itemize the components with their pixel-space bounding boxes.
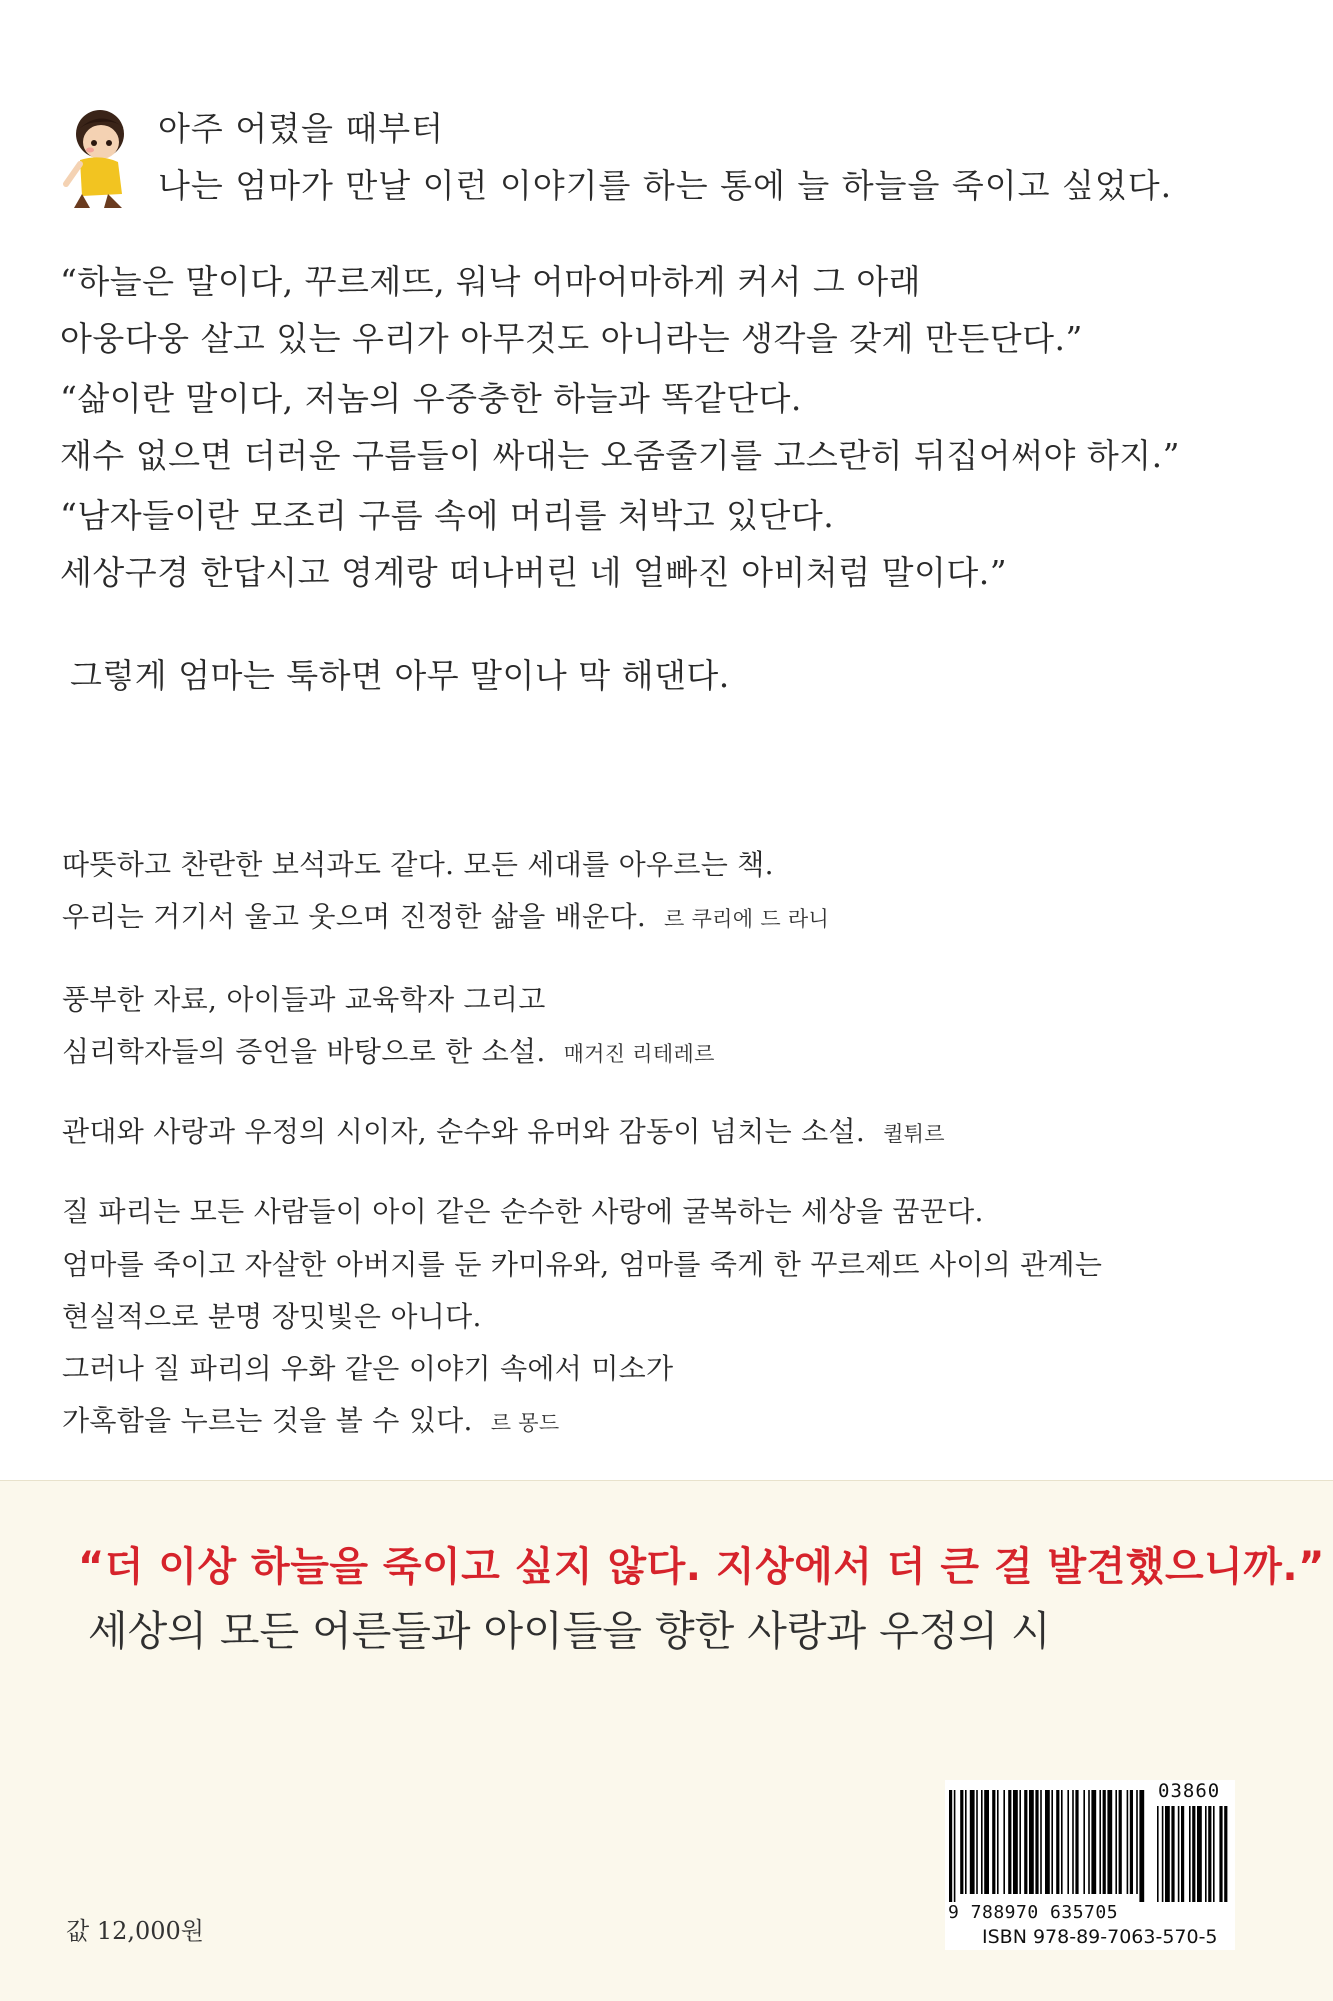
barcode-addon-bar <box>1208 1806 1211 1902</box>
tagline-headline: “더 이상 하늘을 죽이고 싶지 않다. 지상에서 더 큰 걸 발견했으니까.” <box>78 1544 1325 1590</box>
quote-line-2: 아웅다웅 살고 있는 우리가 아무것도 아니라는 생각을 갖게 만든단다.” <box>60 319 1083 358</box>
barcode-addon-bar <box>1213 1806 1215 1902</box>
review-2-line-1: 풍부한 자료, 아이들과 교육학자 그리고 <box>62 983 546 1016</box>
barcode-bar <box>954 1790 956 1902</box>
closing-line: 그렇게 엄마는 툭하면 아무 말이나 막 해댄다. <box>70 656 730 695</box>
barcode-addon-bar <box>1157 1806 1159 1902</box>
review-3-source: 퀼튀르 <box>883 1122 945 1146</box>
review-4-line-4: 그러나 질 파리의 우화 같은 이야기 속에서 미소가 <box>62 1352 674 1385</box>
review-1-line-2 <box>62 895 829 935</box>
review-4-source: 르 몽드 <box>490 1411 560 1435</box>
barcode-bar <box>1051 1790 1053 1894</box>
review-3-text: 관대와 사랑과 우정의 시이자, 순수와 유머와 감동이 넘치는 소설. <box>62 1115 866 1148</box>
barcode-addon-bar <box>1171 1806 1174 1902</box>
review-4-line-5 <box>62 1399 559 1439</box>
barcode-bar <box>1061 1790 1063 1894</box>
barcode-addon-bar <box>1197 1806 1202 1902</box>
intro-line-2: 나는 엄마가 만날 이런 이야기를 하는 통에 늘 하늘을 죽이고 싶었다. <box>158 166 1173 205</box>
barcode-bar <box>1115 1790 1117 1894</box>
barcode-bar <box>992 1790 995 1894</box>
quote-line-3: “삶이란 말이다, 저놈의 우중충한 하늘과 똑같단다. <box>60 379 802 418</box>
barcode-number: 9 788970 635705 <box>948 1902 1119 1923</box>
barcode-bar <box>1075 1790 1078 1894</box>
barcode-bar <box>1056 1790 1059 1894</box>
barcode-bar <box>970 1790 975 1894</box>
intro-line-1: 아주 어렸을 때부터 <box>158 109 445 148</box>
quote-line-5: “남자들이란 모조리 구름 속에 머리를 처박고 있단다. <box>60 496 835 535</box>
barcode-bar <box>1127 1790 1129 1894</box>
barcode-bar <box>1107 1790 1112 1894</box>
barcode-bar <box>1136 1790 1138 1894</box>
quote-line-6: 세상구경 한답시고 영계랑 떠나버린 네 얼빠진 아비처럼 말이다.” <box>60 553 1008 592</box>
price-label: 값 12,000원 <box>66 1917 204 1945</box>
barcode-addon-bar <box>1178 1806 1180 1902</box>
barcode-bar <box>1035 1790 1038 1894</box>
barcode-addon-bar <box>1224 1806 1227 1902</box>
review-4-text: 가혹함을 누르는 것을 볼 수 있다. <box>62 1404 473 1437</box>
review-1-source: 르 쿠리에 드 라니 <box>664 907 830 931</box>
barcode-addon-bar <box>1219 1806 1222 1902</box>
barcode-bar <box>965 1790 967 1894</box>
barcode-bar <box>1040 1790 1042 1894</box>
barcode-bar <box>976 1790 978 1894</box>
barcode-bar <box>949 1790 952 1902</box>
review-2-source: 매거진 리테레르 <box>563 1042 715 1066</box>
barcode-bar <box>997 1790 999 1894</box>
review-2-line-2 <box>62 1030 715 1070</box>
barcode-bar <box>1083 1790 1085 1894</box>
isbn-label: ISBN 978-89-7063-570-5 <box>982 1926 1218 1948</box>
barcode-addon-bar <box>1162 1806 1164 1902</box>
barcode-addon-bar <box>1181 1806 1184 1902</box>
barcode-addon-number: 03860 <box>1158 1780 1221 1802</box>
review-2-text: 심리학자들의 증언을 바탕으로 한 소설. <box>62 1035 546 1068</box>
barcode-bar <box>1072 1790 1074 1894</box>
barcode-bar <box>981 1790 983 1894</box>
barcode-bar <box>1103 1790 1106 1894</box>
barcode-bar <box>960 1790 963 1894</box>
barcode-bar <box>1088 1790 1090 1894</box>
barcode-bar <box>1139 1790 1144 1902</box>
barcode-bar <box>1008 1790 1011 1894</box>
barcode-bar <box>1019 1790 1021 1894</box>
barcode-addon-bar <box>1165 1806 1170 1902</box>
barcode-bar <box>1013 1790 1018 1894</box>
barcode-addon-bar <box>1205 1806 1207 1902</box>
review-4-line-2: 엄마를 죽이고 자살한 아버지를 둔 카미유와, 엄마를 죽게 한 꾸르제뜨 사이의 관계는 <box>62 1248 1103 1281</box>
review-1-line-1: 따뜻하고 찬란한 보석과도 같다. 모든 세대를 아우르는 책. <box>62 848 774 881</box>
barcode-bar <box>1099 1790 1101 1894</box>
review-3-line-1 <box>62 1110 945 1150</box>
barcode-addon-bar <box>1192 1806 1195 1902</box>
barcode <box>945 1780 1235 1950</box>
barcode-bar <box>984 1790 989 1894</box>
review-1-text: 우리는 거기서 울고 웃으며 진정한 삶을 배운다. <box>62 900 647 933</box>
barcode-bar <box>1130 1790 1133 1894</box>
quote-line-4: 재수 없으면 더러운 구름들이 싸대는 오줌줄기를 고스란히 뒤집어써야 하지.” <box>60 436 1180 475</box>
tagline-subline: 세상의 모든 어른들과 아이들을 향한 사랑과 우정의 시 <box>88 1607 1051 1655</box>
review-4-line-1: 질 파리는 모든 사람들이 아이 같은 순수한 사랑에 굴복하는 세상을 꿈꾼다. <box>62 1195 984 1228</box>
barcode-bar <box>1024 1790 1027 1894</box>
child-illustration <box>60 104 138 214</box>
barcode-bar <box>1119 1790 1122 1894</box>
barcode-addon-bar <box>1189 1806 1191 1902</box>
quote-line-1: “하늘은 말이다, 꾸르제뜨, 워낙 어마어마하게 커서 그 아래 <box>60 262 921 301</box>
barcode-bar <box>1091 1790 1096 1894</box>
barcode-bar <box>1045 1790 1050 1894</box>
barcode-bar <box>1067 1790 1069 1894</box>
barcode-bar <box>1003 1790 1005 1894</box>
review-4-line-3: 현실적으로 분명 장밋빛은 아니다. <box>62 1300 482 1333</box>
barcode-bar <box>1029 1790 1034 1894</box>
